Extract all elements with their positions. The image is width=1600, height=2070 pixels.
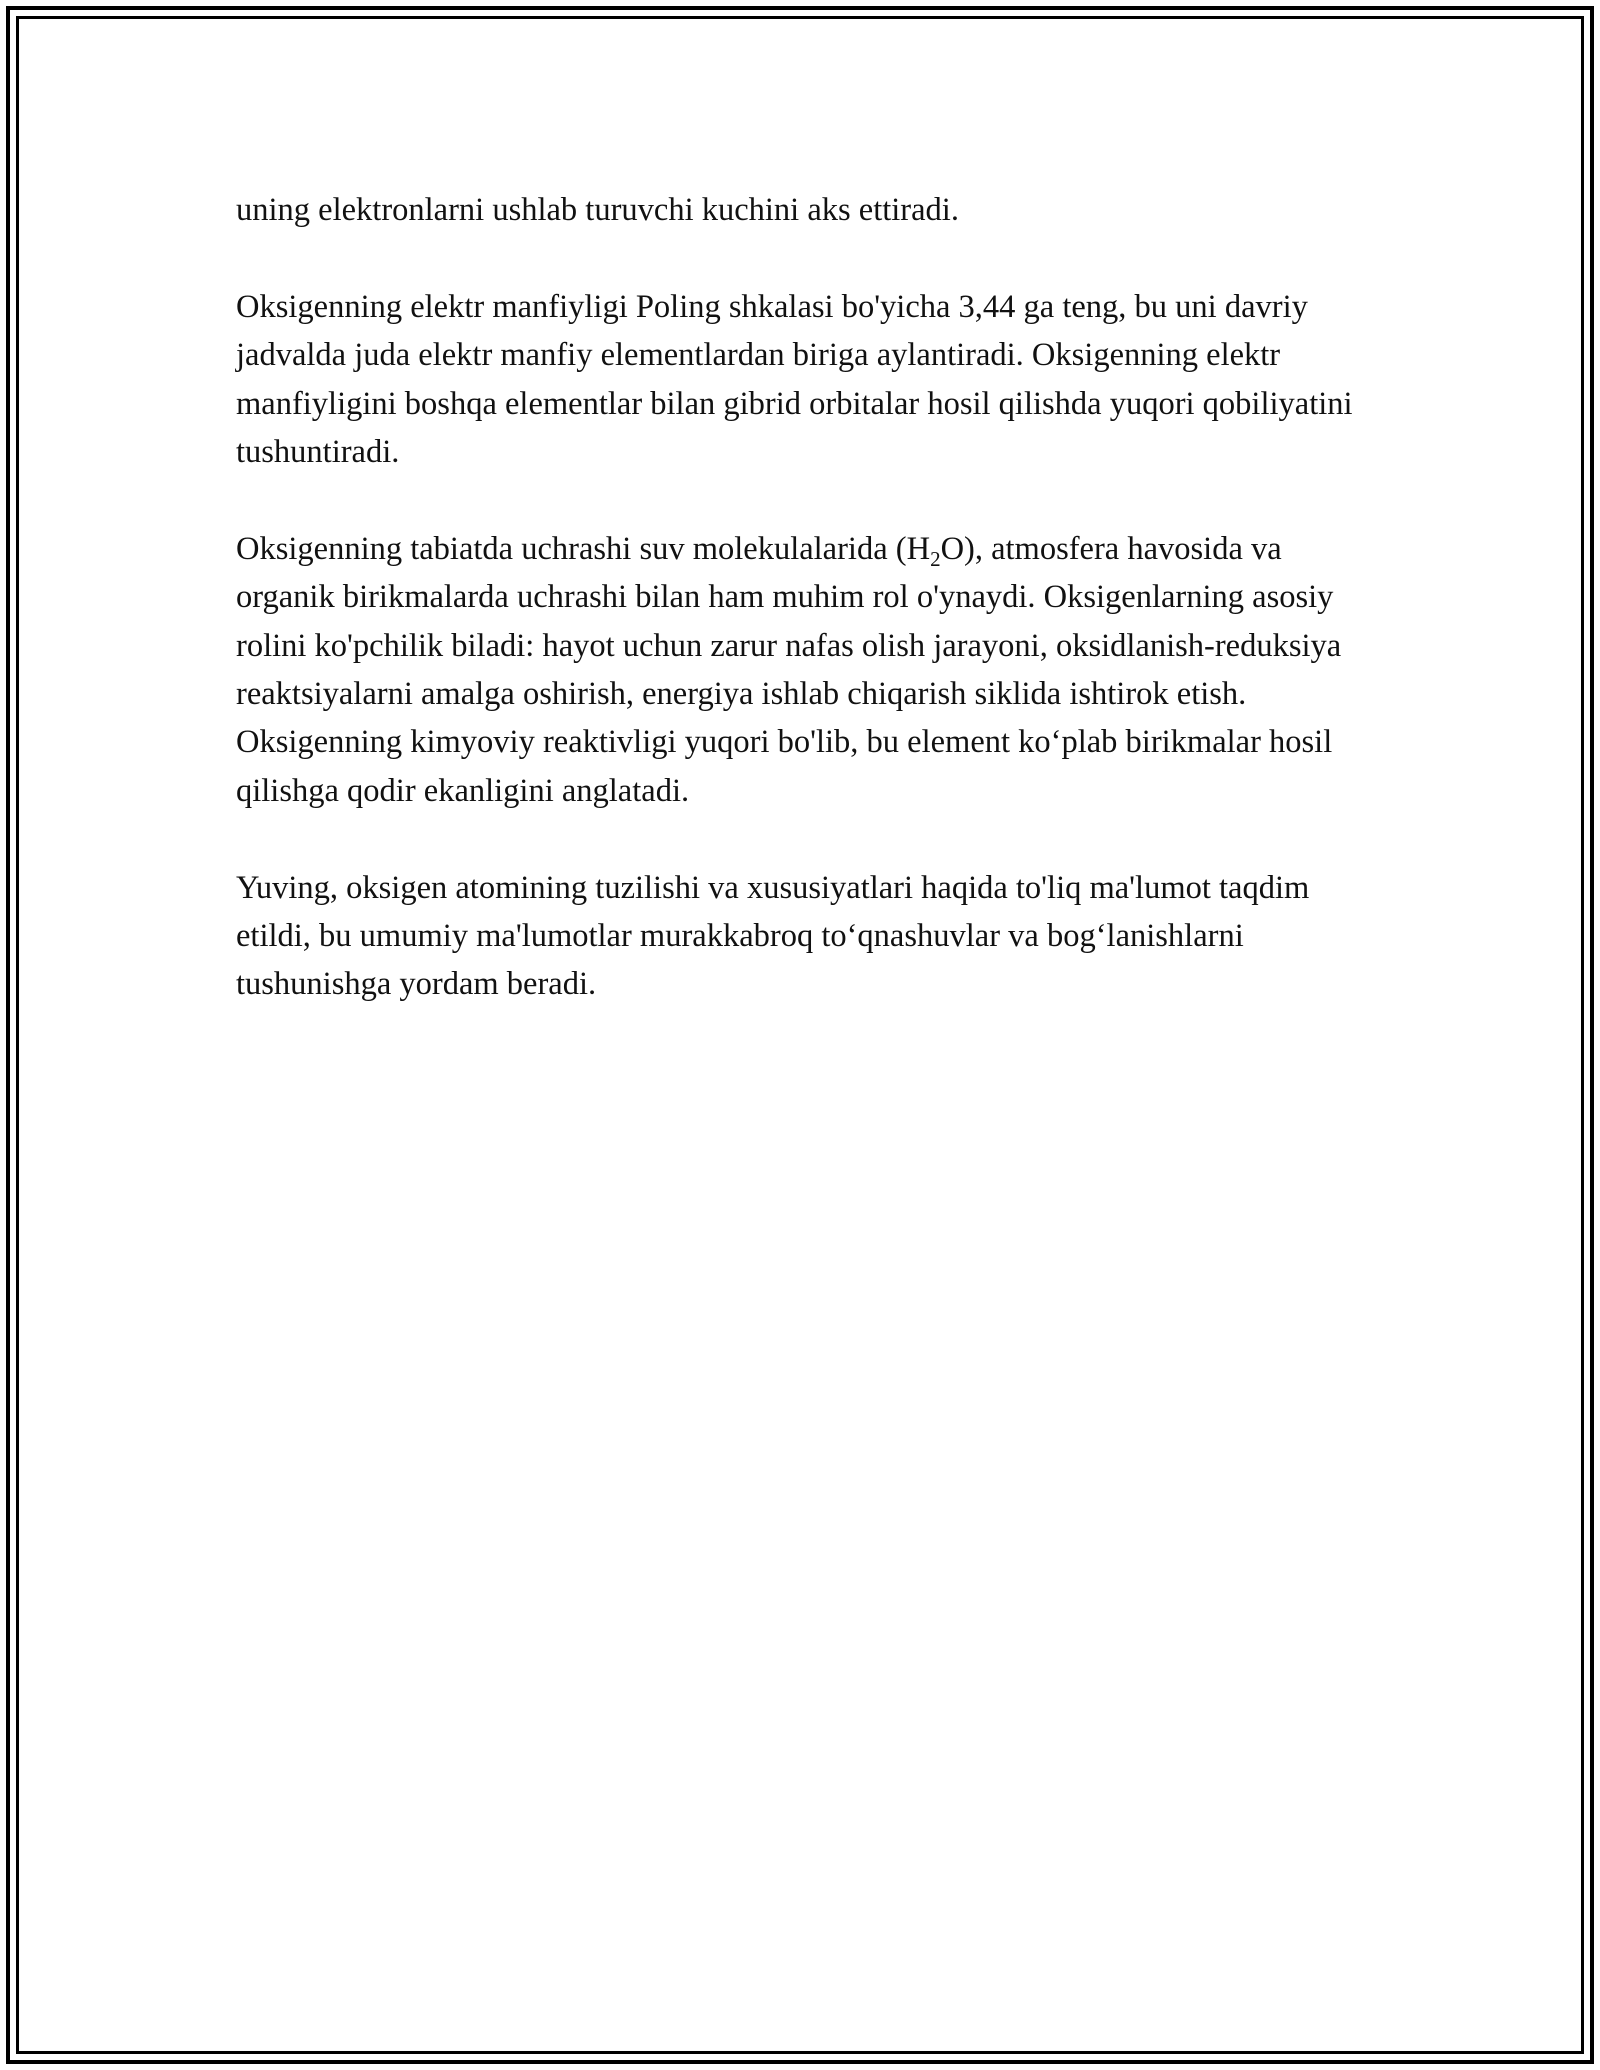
paragraph-occurrence (236, 525, 1366, 815)
paragraph-conclusion: Yuving, oksigen atomining tuzilishi va xususiyatlari haqida to'liq ma'lumot taqdim etildi, bu umumiy ma'lumotlar murakkabroq to‘qnashuvlar va bog‘lanishlarni tushunishga yordam beradi. (236, 869, 1310, 1003)
paragraph-occurrence-part-1: Oksigenning tabiatda uchrashi suv molekulalarida (H (236, 530, 931, 567)
paragraph-intro: uning elektronlarni ushlab turuvchi kuchini aks ettiradi. (236, 192, 959, 228)
paragraph-electronegativity: Oksigenning elektr manfiyligi Poling shkalasi bo'yicha 3,44 ga teng, bu uni davriy jadvalda juda elektr manfiy elementlardan biriga aylantiradi. Oksigenning elektr manfiyligini boshqa elementlar bilan gibrid orbitalar hosil qilishda yuqori qobiliyatini tushuntiradi. (236, 288, 1353, 471)
paragraph-occurrence-part-2: O), atmosfera havosida va organik birikmalarda uchrashi bilan ham muhim rol o'ynaydi. Oksigenlarning asosiy rolini ko'pchilik biladi: hayot uchun zarur nafas olish jarayoni, oksidlanish-reduksiya reaktsiyalarni amalga oshirish, energiya ishlab chiqarish siklida ishtirok etish. Oksigenning kimyoviy reaktivligi yuqori bo'lib, bu element ko‘plab birikmalar hosil qilishga qodir ekanligini anglatadi. (236, 530, 1342, 809)
document-body (236, 186, 1366, 1057)
water-subscript: 2 (930, 546, 941, 571)
